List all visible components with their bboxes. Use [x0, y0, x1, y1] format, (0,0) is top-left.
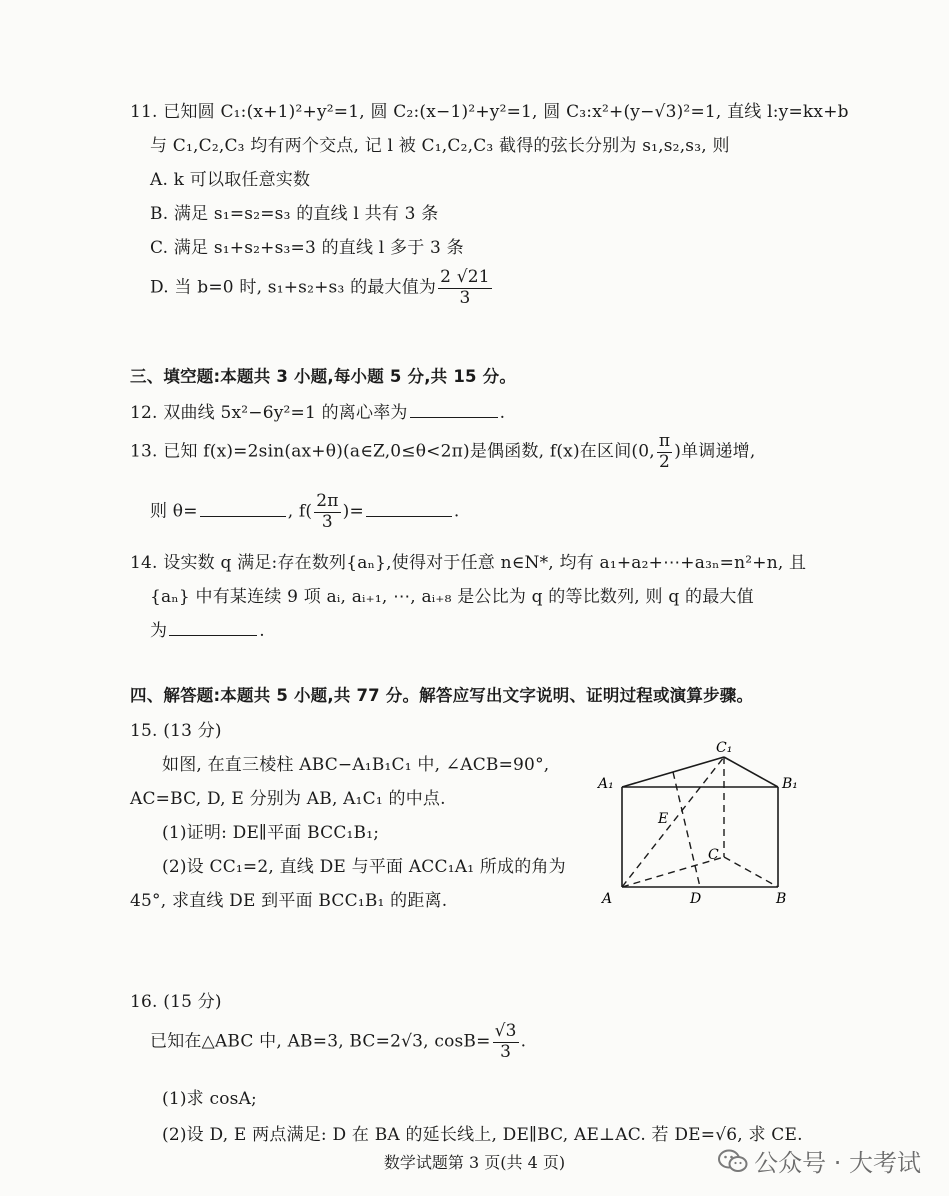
q13-f-equals: )= — [342, 501, 364, 522]
segment-a-c1 — [622, 757, 724, 887]
q11-option-d — [150, 268, 494, 308]
page-footer: 数学试题第 3 页(共 4 页) — [383, 1153, 566, 1172]
q13-f-fraction — [314, 492, 340, 532]
answer-blank — [410, 416, 498, 418]
section-4-heading: 四、解答题:本题共 5 小题,共 77 分。解答应写出文字说明、证明过程或演算步骤。 — [130, 686, 754, 705]
segment-e-d — [673, 772, 700, 887]
q16-line1-text: 已知在△ABC 中, AB=3, BC=2√3, cosB= — [150, 1031, 491, 1052]
prism-figure — [590, 735, 820, 919]
fraction-denominator: 3 — [500, 1041, 512, 1062]
q13-f-label: , f( — [287, 501, 313, 522]
fraction-numerator: √3 — [494, 1021, 517, 1041]
q14-line3 — [150, 616, 265, 641]
q16-part1: (1)求 cosA; — [162, 1089, 257, 1109]
fraction-denominator: 3 — [459, 287, 471, 308]
q15-line2: AC=BC, D, E 分别为 AB, A₁C₁ 的中点. — [130, 789, 446, 809]
watermark — [718, 1143, 921, 1178]
q13-line2 — [150, 492, 460, 532]
q11-option-d-text: D. 当 b=0 时, s₁+s₂+s₃ 的最大值为 — [150, 277, 437, 298]
q16-line1 — [150, 1022, 526, 1062]
q16-heading: 16. (15 分) — [130, 992, 222, 1012]
fraction-denominator: 2 — [659, 451, 671, 472]
label-b1: B₁ — [782, 776, 798, 792]
q11-option-c: C. 满足 s₁+s₂+s₃=3 的直线 l 多于 3 条 — [150, 238, 464, 258]
edge-c1-b1 — [724, 757, 778, 787]
q12-end: . — [499, 403, 506, 423]
label-a: A — [602, 891, 613, 907]
q16-line1-end: . — [520, 1031, 527, 1052]
fraction-denominator: 3 — [321, 511, 333, 532]
q11-line2: 与 C₁,C₂,C₃ 均有两个交点, 记 l 被 C₁,C₂,C₃ 截得的弦长分别为 s₁,s₂,s₃, 则 — [150, 136, 730, 156]
fraction-numerator: 2 √21 — [440, 267, 490, 287]
q11-option-a: A. k 可以取任意实数 — [150, 170, 311, 190]
q15-part1: (1)证明: DE∥平面 BCC₁B₁; — [162, 823, 380, 843]
label-a1: A₁ — [598, 776, 614, 792]
q13-line2-end: . — [453, 501, 460, 522]
q12-text: 12. 双曲线 5x²−6y²=1 的离心率为 — [130, 403, 408, 423]
q13-line1-end: )单调递增, — [674, 441, 756, 462]
q14-line3-end: . — [259, 621, 265, 641]
watermark-text: 公众号 · 大考试 — [754, 1149, 921, 1177]
q13-interval-fraction — [657, 432, 672, 472]
label-c: C — [708, 847, 719, 863]
q11-line1: 11. 已知圆 C₁:(x+1)²+y²=1, 圆 C₂:(x−1)²+y²=1, 圆 C₃:x²+(y−√3)²=1, 直线 l:y=kx+b — [130, 102, 849, 122]
q14-line3-text: 为 — [150, 621, 168, 641]
label-c1: C₁ — [716, 740, 733, 756]
q13-theta-label: 则 θ= — [150, 501, 198, 522]
label-e: E — [658, 811, 669, 827]
fraction-numerator: π — [658, 431, 671, 451]
edge-c-b — [724, 857, 778, 887]
section-3-heading: 三、填空题:本题共 3 小题,每小题 5 分,共 15 分。 — [130, 367, 517, 386]
q12 — [130, 398, 505, 423]
answer-blank — [200, 515, 286, 517]
q15-line1: 如图, 在直三棱柱 ABC−A₁B₁C₁ 中, ∠ACB=90°, — [162, 755, 550, 775]
q15-part2: (2)设 CC₁=2, 直线 DE 与平面 ACC₁A₁ 所成的角为 — [162, 857, 566, 877]
label-b: B — [776, 891, 787, 907]
q11-option-b: B. 满足 s₁=s₂=s₃ 的直线 l 共有 3 条 — [150, 204, 439, 224]
label-d: D — [690, 891, 702, 907]
q11-option-d-fraction — [438, 268, 492, 308]
q15-heading: 15. (13 分) — [130, 721, 222, 741]
q16-cos-fraction — [493, 1022, 519, 1062]
answer-blank — [366, 515, 452, 517]
answer-blank — [169, 634, 257, 636]
wechat-icon — [718, 1148, 748, 1174]
q13-line1 — [130, 432, 755, 472]
q14-line1: 14. 设实数 q 满足:存在数列{aₙ},使得对于任意 n∈N*, 均有 a₁+a₂+⋯+a₃ₙ=n²+n, 且 — [130, 553, 807, 573]
q13-line1-text: 13. 已知 f(x)=2sin(ax+θ)(a∈Z,0≤θ<2π)是偶函数, f(x)在区间(0, — [130, 441, 655, 462]
prism-diagram — [590, 735, 820, 915]
q15-line5: 45°, 求直线 DE 到平面 BCC₁B₁ 的距离. — [130, 891, 448, 911]
q14-line2: {aₙ} 中有某连续 9 项 aᵢ, aᵢ₊₁, ⋯, aᵢ₊₈ 是公比为 q 的等比数列, 则 q 的最大值 — [150, 587, 754, 607]
fraction-numerator: 2π — [316, 491, 339, 511]
q16-part2: (2)设 D, E 两点满足: D 在 BA 的延长线上, DE∥BC, AE⊥AC. 若 DE=√6, 求 CE. — [162, 1125, 803, 1145]
